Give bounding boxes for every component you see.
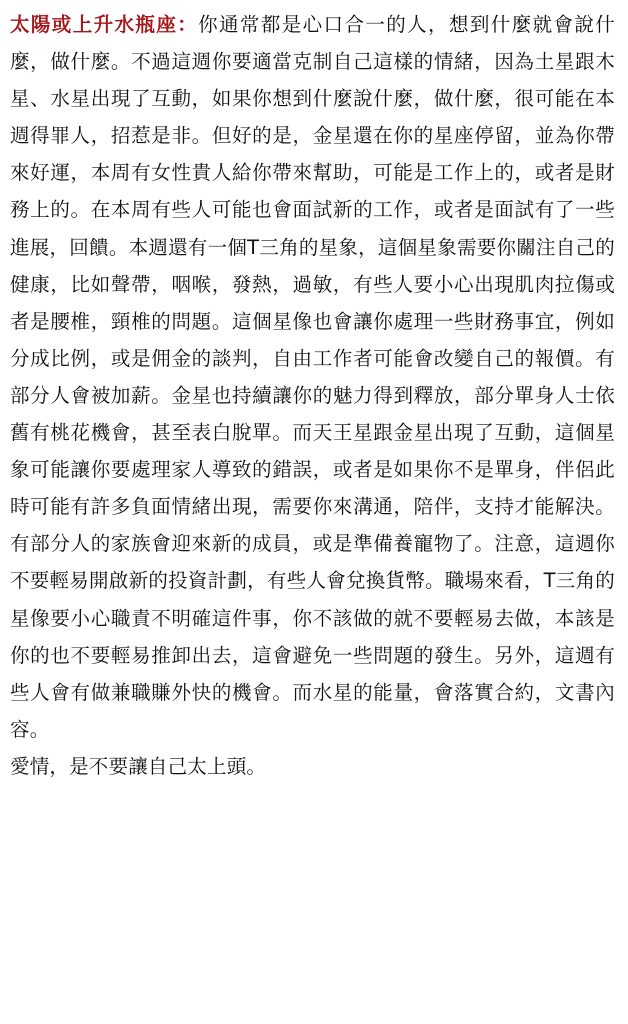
horoscope-body-text: 你通常都是心口合一的人，想到什麼就會說什麼，做什麼。不過這週你要適當克制自己這樣的情緒，因為土星跟木星、水星出現了互動，如果你想到什麼說什麼，做什麼，很可能在本週得罪人，招惹是非。但好的是，金星還在你的星座停留，並為你帶來好運，本周有女性貴人給你帶來幫助，可能是工作上的，或者是財務上的。在本周有些人可能也會面試新的工作，或者是面試有了一些進展，回饋。本週還有一個T三角的星象，這個星象需要你關注自己的健康，比如聲帶，咽喉，發熱，過敏，有些人要小心出現肌肉拉傷或者是腰椎，頸椎的問題。這個星像也會讓你處理一些財務事宜，例如分成比例，或是佣金的談判，自由工作者可能會改變自己的報價。有部分人會被加薪。金星也持續讓你的魅力得到釋放，部分單身人士依舊有桃花機會，甚至表白脫單。而天王星跟金星出現了互動，這個星象可能讓你要處理家人導致的錯誤，或者是如果你不是單身，伴侶此時可能有許多負面情緒出現，需要你來溝通，陪伴，支持才能解決。有部分人的家族會迎來新的成員，或是準備養寵物了。注意，這週你不要輕易開啟新的投資計劃，有些人會兌換貨幣。職場來看，T三角的星像要小心職責不明確這件事，你不該做的就不要輕易去做，本該是你的也不要輕易推卸出去，這會避免一些問題的發生。另外，這週有些人會有做兼職賺外快的機會。而水星的能量，會落實合約，文書內容。 — [10, 13, 615, 741]
horoscope-article — [10, 6, 615, 785]
sign-heading: 太陽或上升水瓶座： — [10, 13, 199, 36]
love-paragraph: 愛情，是不要讓自己太上頭。 — [10, 754, 267, 778]
horoscope-paragraph — [10, 6, 615, 748]
